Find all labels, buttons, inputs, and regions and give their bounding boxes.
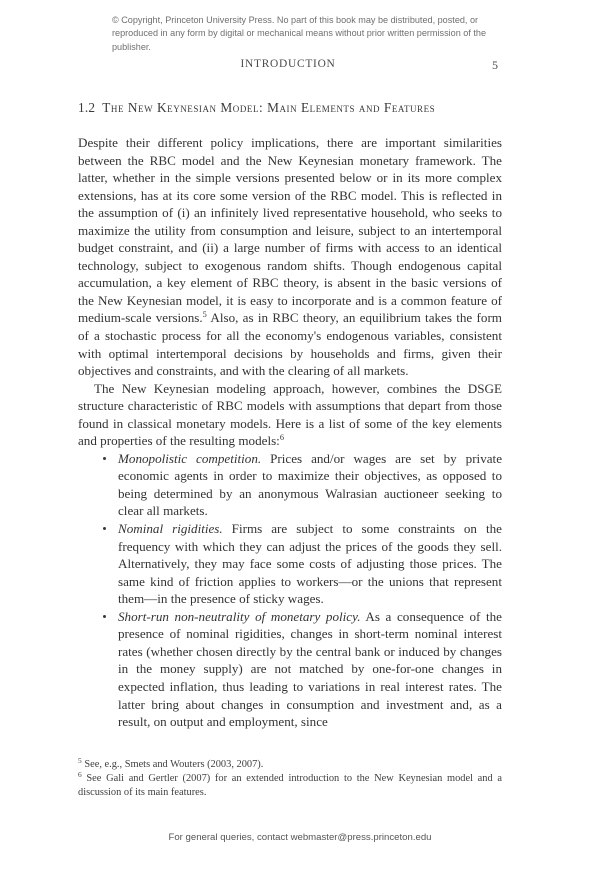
list-item-text: Prices and/or wages are set by private economic agents in order to maximize their objectives, as opposed to being determined by an anonymous Walrasian auctioneer seeking to clear all markets. [118, 450, 503, 519]
section-title: The New Keynesian Model: Main Elements and Features [102, 100, 436, 115]
bullet-icon [103, 615, 106, 618]
list-item-text: As a consequence of the presence of nominal rigidities, changes in short-term nominal interest rates (whether chosen directly by the central bank or induced by changes in the money supply) are not matched by one-for-one changes in expected inflation, thus leading to variations in real interest rates. The latter bring about changes in consumption and investment and, as a result, on output and employment, since [118, 608, 502, 730]
footnote-6-marker: 6 [78, 770, 82, 779]
footnote-marker-5: 5 [202, 310, 207, 320]
list-item [78, 520, 502, 608]
footnote-5 [78, 758, 502, 772]
list-item-lead-in: Nominal rigidities. [118, 521, 223, 537]
footnote-6 [78, 772, 502, 800]
footnote-marker-6: 6 [279, 433, 284, 443]
section-number: 1.2 [78, 100, 96, 115]
bullet-icon [103, 527, 106, 530]
list-item [78, 450, 502, 520]
copyright-notice: © Copyright, Princeton University Press. No part of this book may be distributed, posted, or reproduced in any form by digital or mechanical means without prior written permission of the publisher. [112, 15, 487, 52]
page-footer-queries: For general queries, contact webmaster@press.princeton.edu [168, 832, 432, 843]
paragraph-1-text: Despite their different policy implications, there are important similarities between the RBC model and the New Keynesian monetary framework. The latter, whether in the simple versions presented below or in its more complex extensions, has at its core some version of the RBC model. This is reflected in the assumption of (i) an infinitely lived representative household, who seeks to maximize the utility from consumption and leisure, subject to an intertemporal budget constraint, and (ii) a large number of firms with access to an identical technology, subject to exogenous random shifts. Though endogenous capital accumulation, a key element of RBC theory, is absent in the basic versions of the New Keynesian model, it is easy to incorporate and is a common feature of medium-scale versions. [78, 135, 502, 326]
footnote-5-marker: 5 [78, 756, 82, 765]
footnote-6-text: See Gali and Gertler (2007) for an extended introduction to the New Keynesian model and a discussion of its main features. [78, 773, 502, 798]
paragraph-1 [78, 134, 502, 380]
page-number: 5 [492, 58, 498, 72]
running-head [78, 58, 498, 74]
footnote-5-text: See, e.g., Smets and Wouters (2003, 2007). [84, 759, 264, 770]
list-item-lead-in: Short-run non-neutrality of monetary policy. [118, 608, 361, 624]
paragraph-2 [78, 380, 502, 450]
bullet-icon [103, 457, 106, 460]
list-item-text: Firms are subject to some constraints on the frequency with which they can adjust the prices of the goods they sell. Alternatively, they may face some costs of adjusting those prices. The same kind of friction applies to workers—or the unions that represent them—in the presence of sticky wages. [118, 521, 502, 607]
paragraph-2-text: The New Keynesian modeling approach, however, combines the DSGE structure characteristic of RBC models with assumptions that depart from those found in classical monetary models. Here is a list of some of the key elements and properties of the resulting models: [78, 380, 502, 449]
paragraph-1-continued: Also, as in RBC theory, an equilibrium takes the form of a stochastic process for all the economy's endogenous variables, consistent with optimal intertemporal decisions by households and firms, given their objectives and constraints, and with the clearing of all markets. [78, 310, 502, 379]
section-heading [78, 100, 502, 116]
body-content [78, 134, 502, 731]
key-elements-list [78, 450, 502, 731]
list-item [78, 608, 502, 731]
footnotes-block [78, 758, 502, 800]
list-item-lead-in: Monopolistic competition. [118, 450, 262, 466]
running-head-title: INTRODUCTION [240, 58, 336, 70]
